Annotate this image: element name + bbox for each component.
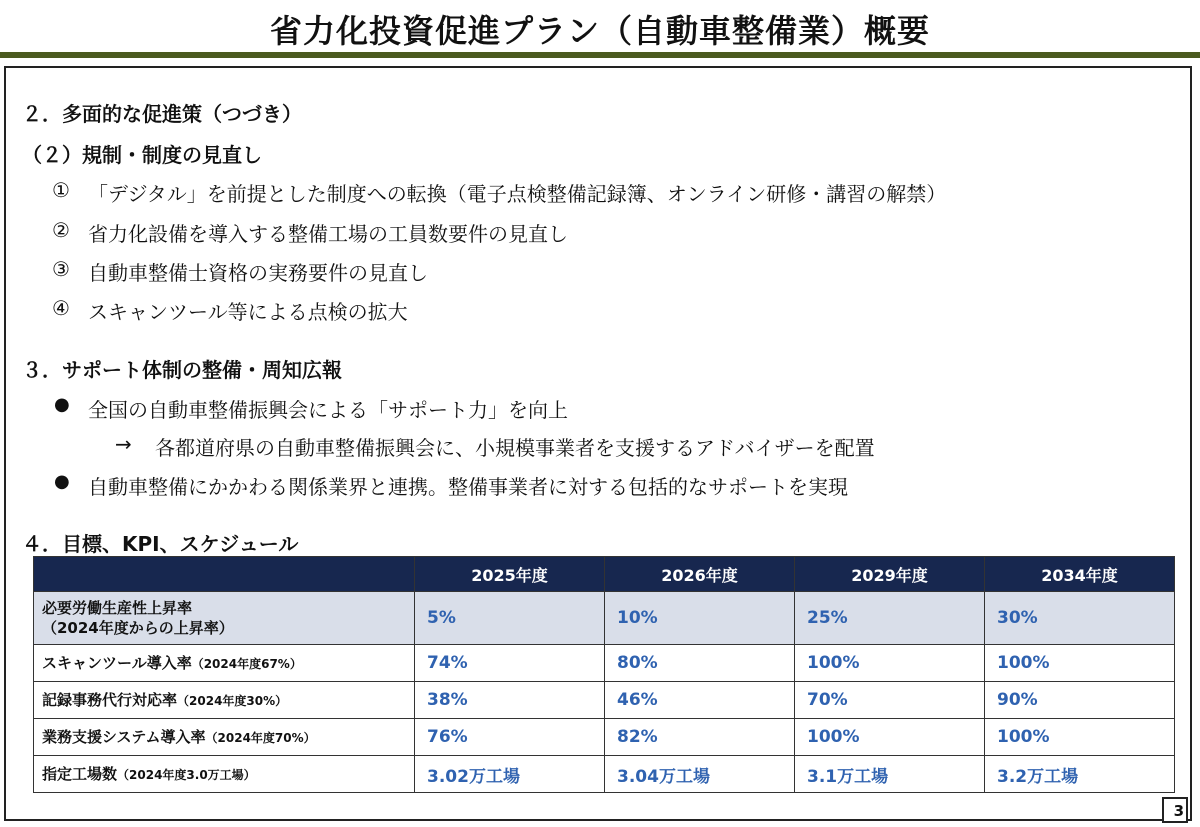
table-cell: 100% (795, 719, 985, 756)
list-item-1: 「デジタル」を前提とした制度への転換（電子点検整備記録簿、オンライン研修・講習の解禁） (88, 182, 947, 206)
table-cell: 90% (985, 682, 1175, 719)
table-cell: 3.02万工場 (415, 756, 605, 793)
row-label-text: 指定工場数 (42, 764, 118, 783)
header-cell (34, 557, 415, 592)
table-header-row (34, 557, 1175, 592)
table-cell: 38% (415, 682, 605, 719)
table-cell: 10% (605, 592, 795, 645)
row-label-line2: （2024年度からの上昇率） (42, 619, 234, 637)
row-label-note: （2024年度30%） (177, 693, 288, 708)
table-cell: 3.04万工場 (605, 756, 795, 793)
table-row (34, 682, 1175, 719)
section2-heading: ２．多面的な促進策（つづき） (22, 102, 302, 126)
table-cell: 74% (415, 645, 605, 682)
row-label (34, 756, 415, 793)
list-item-3: 自動車整備士資格の実務要件の見直し (88, 261, 428, 285)
row-label-text: 記録事務代行対応率 (42, 690, 178, 709)
section2-subheading: （２）規制・制度の見直し (22, 143, 262, 167)
table-cell: 100% (985, 645, 1175, 682)
table-row (34, 756, 1175, 793)
table-cell: 3.1万工場 (795, 756, 985, 793)
arrow-item: 各都道府県の自動車整備振興会に、小規模事業者を支援するアドバイザーを配置 (155, 436, 875, 460)
row-label-note: （2024年度67%） (191, 656, 302, 671)
section4-heading: ４．目標、KPI、スケジュール (22, 532, 299, 556)
bullet-item-1: 全国の自動車整備振興会による「サポート力」を向上 (88, 398, 568, 422)
table-cell: 3.2万工場 (985, 756, 1175, 793)
bullet-icon: ● (54, 471, 70, 492)
table-cell: 46% (605, 682, 795, 719)
header-cell: 2025年度 (415, 557, 605, 592)
table-cell: 100% (985, 719, 1175, 756)
table-cell: 70% (795, 682, 985, 719)
row-label-text: スキャンツール導入率 (42, 653, 192, 672)
row-label (34, 592, 415, 645)
row-label (34, 682, 415, 719)
row-label-line1: 必要労働生産性上昇率 (42, 599, 193, 617)
header-cell: 2026年度 (605, 557, 795, 592)
kpi-table (33, 556, 1175, 793)
title-divider (0, 52, 1200, 58)
row-label (34, 719, 415, 756)
bullet-icon: ● (54, 394, 70, 415)
table-cell: 80% (605, 645, 795, 682)
section3-heading: ３．サポート体制の整備・周知広報 (22, 358, 342, 382)
bullet-item-2: 自動車整備にかかわる関係業界と連携。整備事業者に対する包括的なサポートを実現 (88, 475, 848, 499)
table-row (34, 592, 1175, 645)
table-cell: 100% (795, 645, 985, 682)
table-cell: 82% (605, 719, 795, 756)
header-cell: 2029年度 (795, 557, 985, 592)
list-marker-3: ③ (52, 257, 70, 281)
arrow-icon: → (115, 432, 132, 456)
page-title: 省力化投資促進プラン（自動車整備業）概要 (269, 12, 930, 50)
row-label (34, 645, 415, 682)
row-label-text: 業務支援システム導入率 (42, 727, 206, 746)
list-item-2: 省力化設備を導入する整備工場の工員数要件の見直し (88, 222, 568, 246)
table-cell: 25% (795, 592, 985, 645)
header-cell: 2034年度 (985, 557, 1175, 592)
list-item-4: スキャンツール等による点検の拡大 (88, 300, 408, 324)
row-label-note: （2024年度3.0万工場） (117, 767, 256, 782)
table-row (34, 719, 1175, 756)
table-cell: 5% (415, 592, 605, 645)
list-marker-2: ② (52, 218, 70, 242)
list-marker-4: ④ (52, 296, 70, 320)
table-cell: 30% (985, 592, 1175, 645)
table-cell: 76% (415, 719, 605, 756)
list-marker-1: ① (52, 178, 70, 202)
page-number: 3 (1162, 797, 1188, 823)
row-label-note: （2024年度70%） (205, 730, 316, 745)
table-row (34, 645, 1175, 682)
